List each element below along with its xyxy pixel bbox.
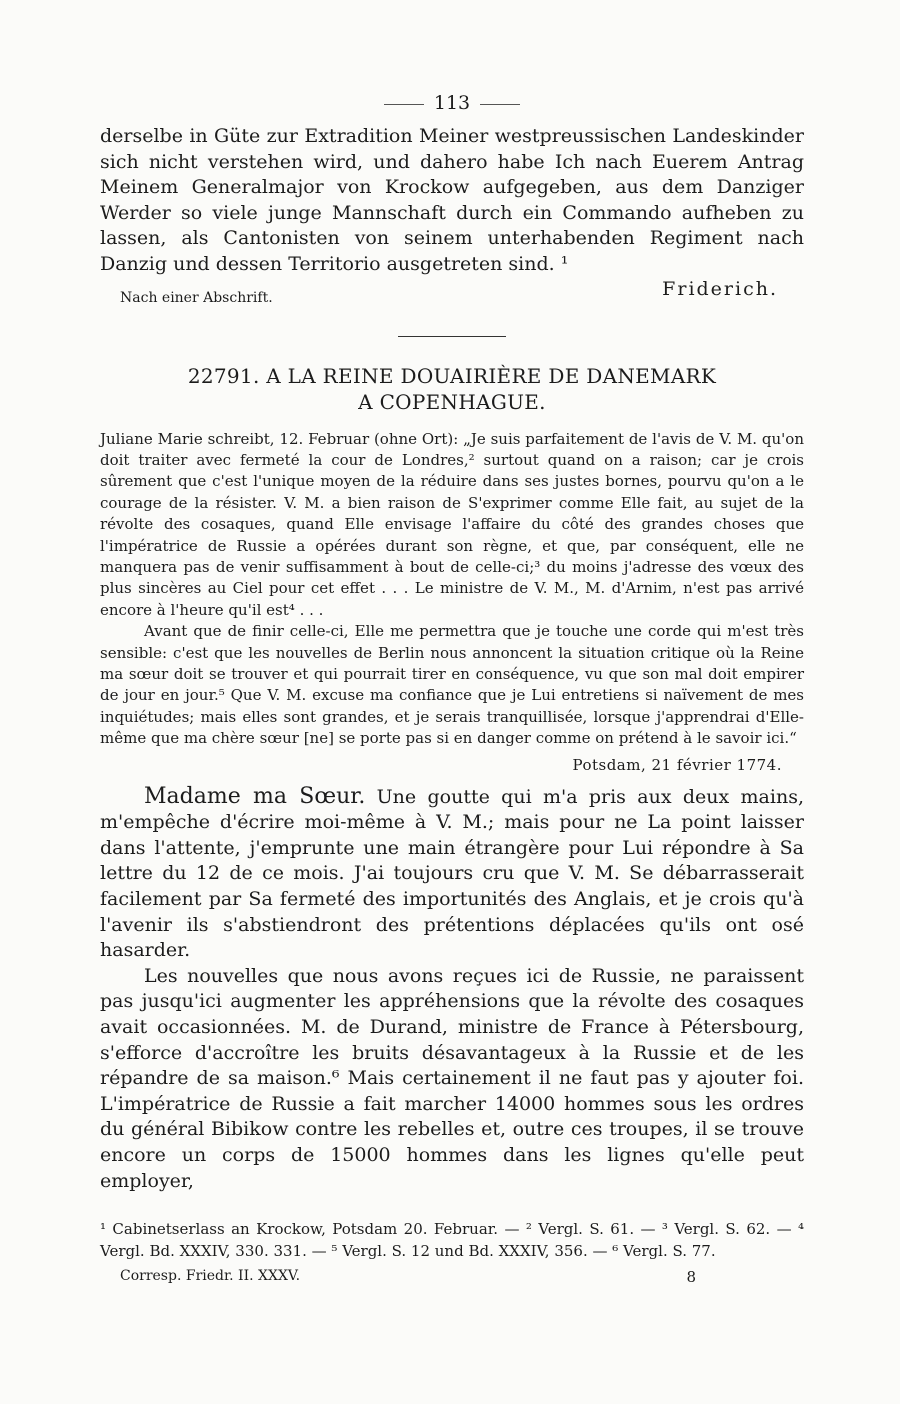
letter2-number: 22791. bbox=[187, 363, 260, 388]
letter2-main-paragraph-1 bbox=[100, 784, 804, 964]
section-separator bbox=[398, 336, 506, 337]
letter2-main-paragraph-2: Les nouvelles que nous avons reçues ici de Russie, ne paraissent pas jusqu'ici augmenter les appréhensions que la révolte des cosaques avait occasionnées. M. de Durand, ministre de France à Pétersbourg, s'efforce d'accroître les bruits désavantageux à la Russie et de les répandre de sa maison.⁶ Mais certainement il ne faut pas y ajouter foi. L'impératrice de Russie a fait marcher 14000 hommes sous les ordres du général Bibikow contre les rebelles et, outre ces troupes, il se trouve encore un corps de 15000 hommes dans les lignes qu'elle peut employer, bbox=[100, 964, 804, 1192]
footer-volume: Corresp. Friedr. II. XXXV. bbox=[120, 1268, 301, 1285]
letter1-body: derselbe in Güte zur Extradition Meiner westpreussischen Landeskinder sich nicht verstehen wird, und dahero habe Ich nach Euerem Antrag Meinem Generalmajor von Krockow aufgegeben, aus dem Danziger Werder so viele junge Mannschaft durch ein Commando aufheben zu lassen, als Cantonisten von seinem unterhabenden Regiment nach Danzig und dessen Territorio ausgetreten sind. ¹ bbox=[100, 125, 804, 275]
page-footer bbox=[100, 1268, 804, 1294]
letter2-intro-paragraph-1: Juliane Marie schreibt, 12. Februar (ohne Ort): „Je suis parfaitement de l'avis de V. M. qu'on doit traiter avec fermeté la cour de Londres,² surtout quand on a raison; car je crois sûrement que c'est l'unique moyen de la réduire dans ses justes bornes, pourvu qu'on a le courage de la résister. V. M. a bien raison de S'exprimer comme Elle fait, au sujet de la révolte des cosaques, quand Elle envisage l'affaire du côté des grandes choses que l'impératrice de Russie a opérées durant son règne, et que, par conséquent, elle ne manquera pas de venir suffisamment à bout de celle-ci;³ du moins j'adresse des vœux des plus sincères au Ciel pour cet effet . . . Le ministre de V. M., M. d'Arnim, n'est pas arrivé encore à l'heure qu'il est⁴ . . . bbox=[100, 429, 804, 619]
header-dash-right bbox=[480, 104, 520, 105]
letter2-intro-paragraph-2: Avant que de finir celle-ci, Elle me permettra que je touche une corde qui m'est très sensible: c'est que les nouvelles de Berlin nous annoncent la situation critique où la Reine ma sœur doit se trouver et qui pourrait tirer en conséquence, vu que son mal doit empirer de jour en jour.⁵ Que V. M. excuse ma confiance que je Lui entretiens si naïvement de mes inquiétudes; mais elles sont grandes, et je serais tranquillisée, lorsque j'apprendrai d'Elle-même que ma chère sœur [ne] se porte pas si en danger comme on prétend à le savoir ici.“ bbox=[100, 622, 804, 748]
letter2-title bbox=[100, 363, 804, 415]
letter1-signature: Friderich. bbox=[662, 277, 778, 300]
letter2-main-text-1: Une goutte qui m'a pris aux deux mains, m'empêche d'écrire moi-même à V. M.; mais pour ne La point laisser dans l'attente, j'emprunte une main étrangère pour Lui répondre à Sa lettre du 12 de ce mois. J'ai toujours cru que V. M. Se débarrasserait facilement par Sa fermeté des importunités des Anglais, et je crois qu'à l'avenir ils s'abstiendront des prétentions déplacées qu'ils ont osé hasarder. bbox=[100, 785, 804, 962]
page-number: 113 bbox=[433, 92, 471, 114]
footer-signature-mark: 8 bbox=[686, 1268, 696, 1287]
page-header bbox=[100, 88, 804, 118]
document-page bbox=[100, 88, 804, 1294]
letter2-title-line2: A COPENHAGUE. bbox=[358, 389, 546, 414]
letter1-signature-row bbox=[100, 278, 804, 318]
letter2-place-date: Potsdam, 21 février 1774. bbox=[572, 755, 782, 774]
header-dash-left bbox=[384, 104, 424, 105]
letter2-salutation: Madame ma Sœur. bbox=[144, 783, 366, 809]
letter1-source: Nach einer Abschrift. bbox=[120, 289, 273, 306]
letter2-title-line1: A LA REINE DOUAIRIÈRE DE DANEMARK bbox=[266, 363, 717, 388]
footnotes: ¹ Cabinetserlass an Krockow, Potsdam 20. Februar. — ² Vergl. S. 61. — ³ Vergl. S. 62. — ⁴ Vergl. Bd. XXXIV, 330. 331. — ⁵ Vergl. S. 12 und Bd. XXXIV, 356. — ⁶ Vergl. S. 77. bbox=[100, 1220, 804, 1261]
